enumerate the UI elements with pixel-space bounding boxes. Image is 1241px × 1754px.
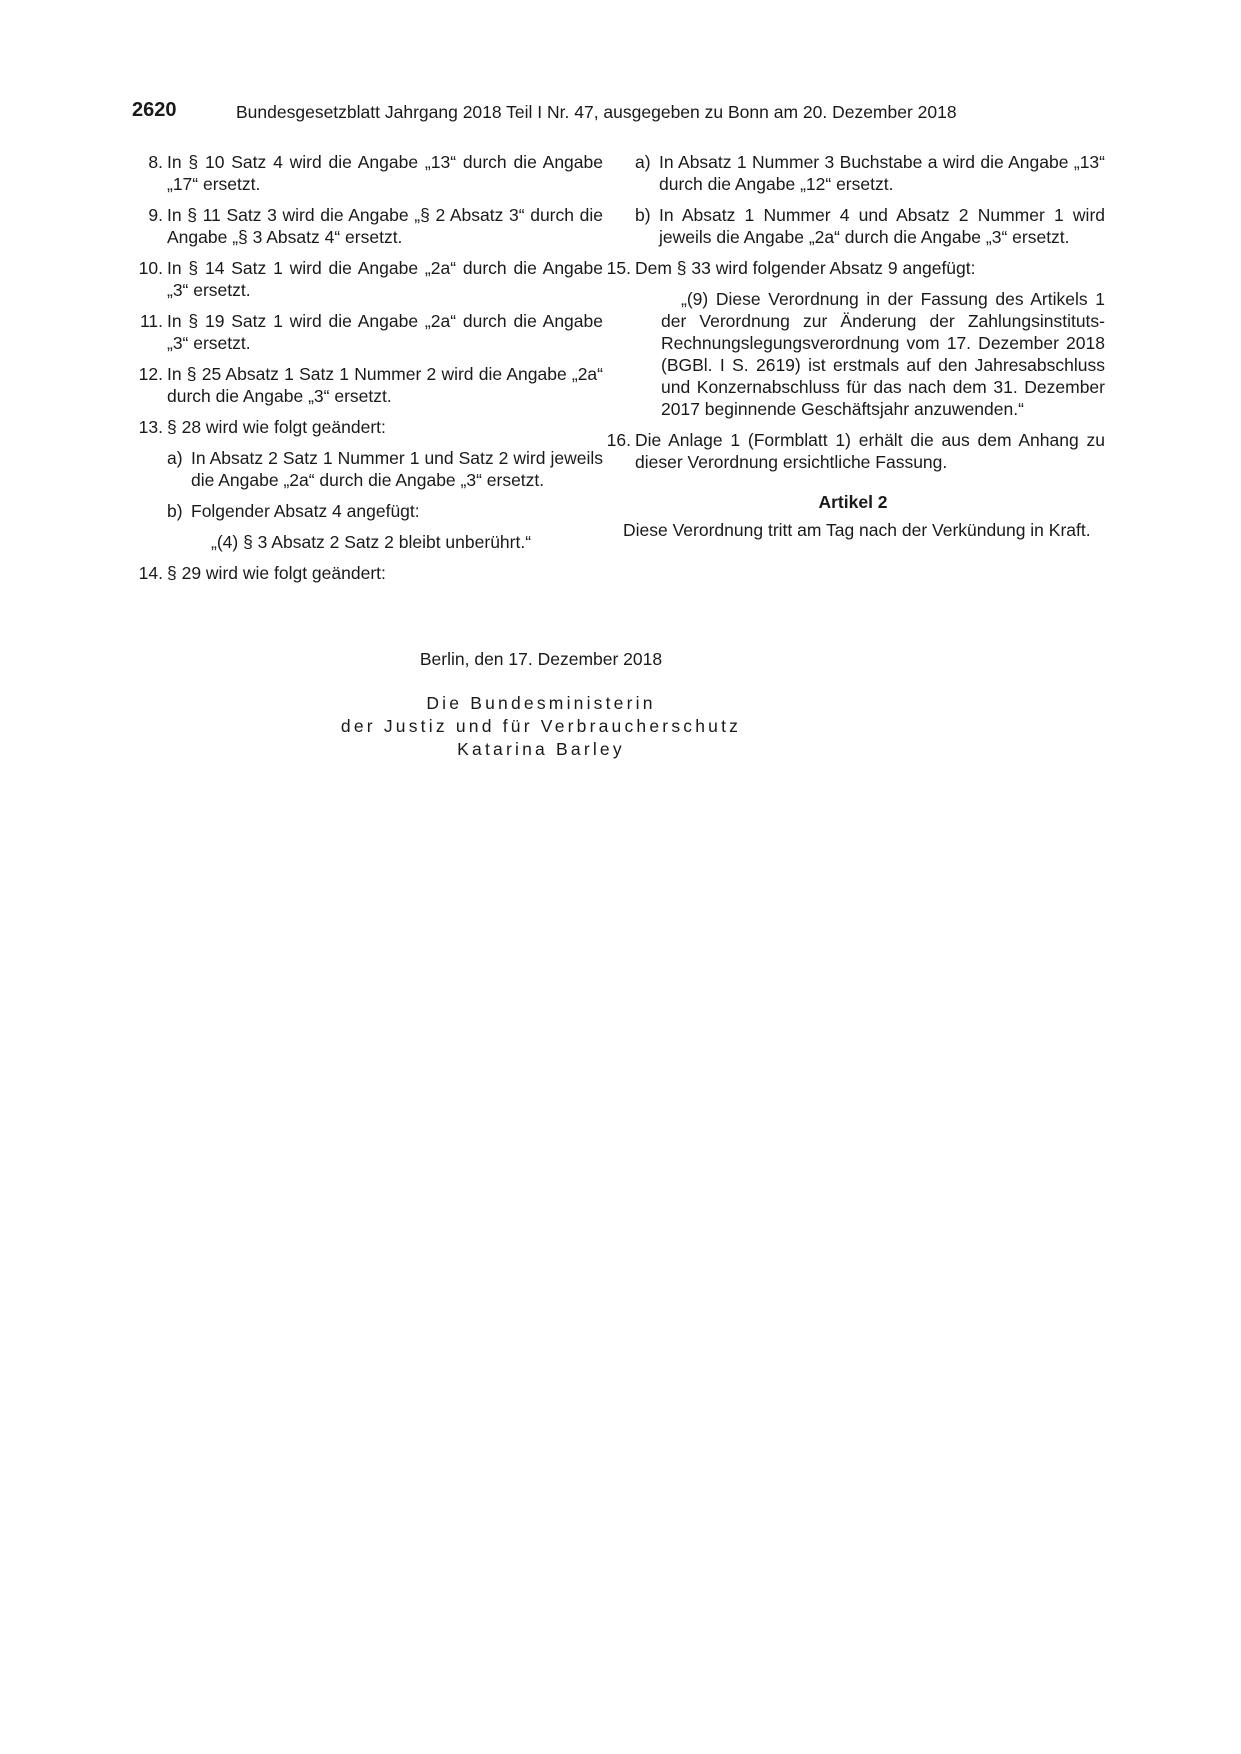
list-item-8 (133, 151, 603, 195)
item-text: § 28 wird wie folgt geändert: (167, 417, 386, 437)
sub-item-text: In Absatz 2 Satz 1 Nummer 1 und Satz 2 wird jeweils die Angabe „2a“ durch die Angabe „3“ ersetzt. (191, 448, 603, 490)
item-number: 11. (139, 311, 163, 331)
right-column (606, 151, 1105, 541)
item-number: 16. (606, 430, 631, 450)
item-text: § 29 wird wie folgt geändert: (167, 563, 386, 583)
item-text: Die Anlage 1 (Formblatt 1) erhält die aus dem Anhang zu dieser Verordnung ersichtliche Fassung. (635, 430, 1105, 472)
item-number: 9. (148, 205, 163, 225)
signature-block (0, 692, 1082, 761)
left-column (133, 151, 603, 593)
sub-item-14b (635, 204, 1105, 248)
item-text: In § 19 Satz 1 wird die Angabe „2a“ durch die Angabe „3“ ersetzt. (167, 311, 603, 353)
quoted-paragraph-9: „(9) Diese Verordnung in der Fassung des Artikels 1 der Verordnung zur Änderung der Zahlungsinstituts-Rechnungslegungsverordnung vom 17. Dezember 2018 (BGBl. I S. 2619) ist erstmals auf den Jahresabschluss und Konzernabschluss für das nach dem 31. Dezember 2017 beginnende Geschäftsjahr anzuwenden.“ (661, 289, 1105, 419)
item-number: 14. (138, 563, 163, 583)
sub-item-text: In Absatz 1 Nummer 3 Buchstabe a wird die Angabe „13“ durch die Angabe „12“ ersetzt. (659, 152, 1105, 194)
item-number: 13. (138, 417, 163, 437)
place-and-date: Berlin, den 17. Dezember 2018 (419, 649, 663, 669)
gazette-title: Bundesgesetzblatt Jahrgang 2018 Teil I Nr. 47, ausgegeben zu Bonn am 20. Dezember 2018 (236, 102, 957, 122)
list-item-10 (133, 257, 603, 301)
item-text: In § 11 Satz 3 wird die Angabe „§ 2 Absatz 3“ durch die Angabe „§ 3 Absatz 4“ ersetzt. (167, 205, 603, 247)
sub-item-text: In Absatz 1 Nummer 4 und Absatz 2 Nummer 1 wird jeweils die Angabe „2a“ durch die Angabe „3“ ersetzt. (659, 205, 1105, 247)
item-text: In § 10 Satz 4 wird die Angabe „13“ durch die Angabe „17“ ersetzt. (167, 152, 603, 194)
sub-item-13b (133, 500, 603, 522)
quoted-paragraph-4: „(4) § 3 Absatz 2 Satz 2 bleibt unberührt.“ (211, 532, 532, 552)
list-item-11 (133, 310, 603, 354)
list-item-12 (133, 363, 603, 407)
item-number: 12. (138, 364, 163, 384)
item-number: 10. (138, 258, 163, 278)
item-text: In § 25 Absatz 1 Satz 1 Nummer 2 wird die Angabe „2a“ durch die Angabe „3“ ersetzt. (167, 364, 603, 406)
sub-item-13a (133, 447, 603, 491)
page-number: 2620 (132, 99, 177, 121)
item-text: In § 14 Satz 1 wird die Angabe „2a“ durch die Angabe „3“ ersetzt. (167, 258, 603, 300)
article-heading: Artikel 2 (818, 492, 888, 512)
item-number: 15. (606, 258, 631, 278)
sub-item-letter: a) (635, 152, 651, 172)
list-item-15 (601, 257, 1105, 279)
list-item-9 (133, 204, 603, 248)
sub-item-text: Folgender Absatz 4 angefügt: (191, 501, 420, 521)
signatory-ministry: der Justiz und für Verbraucherschutz (340, 716, 742, 736)
item-number: 8. (148, 152, 163, 172)
list-item-14 (133, 562, 603, 584)
signatory-name: Katarina Barley (457, 739, 625, 759)
sub-item-letter: b) (635, 205, 651, 225)
sub-item-letter: b) (167, 501, 183, 521)
list-item-16 (601, 429, 1105, 473)
item-text: Dem § 33 wird folgender Absatz 9 angefügt: (635, 258, 976, 278)
list-item-13 (133, 416, 603, 438)
sub-item-14a (635, 151, 1105, 195)
article-text: Diese Verordnung tritt am Tag nach der Verkündung in Kraft. (623, 520, 1091, 540)
signatory-title: Die Bundesministerin (426, 693, 656, 713)
sub-item-letter: a) (167, 448, 183, 468)
